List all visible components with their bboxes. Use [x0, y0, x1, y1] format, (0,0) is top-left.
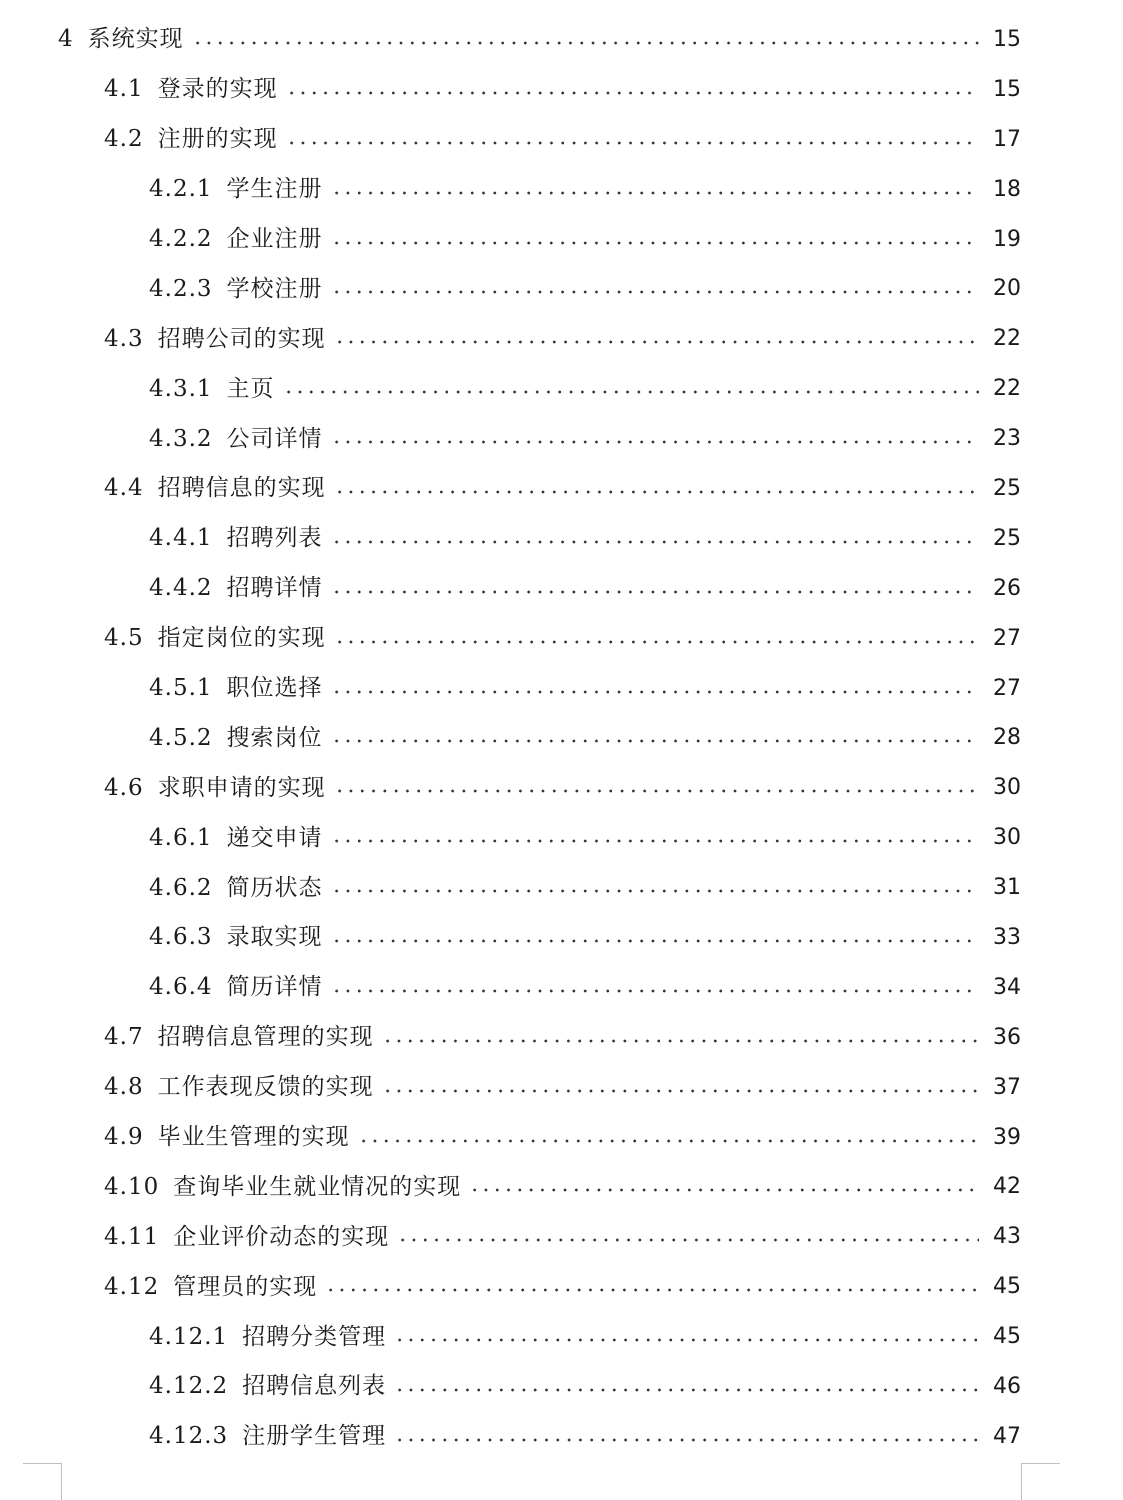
- toc-dot-leader: [331, 440, 979, 444]
- toc-entry[interactable]: [0, 215, 1123, 265]
- toc-entry-title: 招聘详情: [226, 575, 323, 602]
- toc-entry-number: 4.6.4: [149, 974, 213, 1001]
- toc-entry-number: 4.12.1: [149, 1323, 229, 1350]
- toc-entry[interactable]: [0, 165, 1123, 215]
- toc-entry-title: 录取实现: [226, 924, 323, 951]
- toc-entry-title: 查询毕业生就业情况的实现: [173, 1173, 462, 1200]
- toc-dot-leader: [325, 1288, 979, 1292]
- toc-entry-title: 注册学生管理: [242, 1423, 387, 1450]
- toc-entry[interactable]: [0, 65, 1123, 115]
- toc-entry-page: 45: [993, 1274, 1021, 1300]
- toc-entry-page: 23: [993, 426, 1021, 452]
- toc-entry-number: 4.12.3: [149, 1423, 229, 1450]
- toc-entry-page: 27: [993, 625, 1021, 651]
- toc-entry-title: 毕业生管理的实现: [157, 1124, 350, 1151]
- toc-entry-number: 4.6.2: [149, 874, 213, 901]
- toc-entry-number: 4.4: [104, 475, 144, 502]
- toc-entry-page: 46: [993, 1373, 1021, 1399]
- toc-dot-leader: [331, 290, 979, 294]
- toc-entry[interactable]: [0, 1013, 1123, 1063]
- toc-entry-number: 4.12: [104, 1273, 160, 1300]
- toc-dot-leader: [331, 989, 979, 993]
- toc-dot-leader: [331, 889, 979, 893]
- table-of-contents: [0, 15, 1123, 1462]
- toc-entry-page: 31: [993, 875, 1021, 901]
- toc-entry-page: 19: [993, 226, 1021, 252]
- toc-entry-title: 公司详情: [226, 425, 323, 452]
- toc-entry[interactable]: [0, 115, 1123, 165]
- toc-entry-title: 登录的实现: [157, 76, 278, 103]
- toc-entry-page: 33: [993, 924, 1021, 950]
- toc-entry-title: 学校注册: [226, 275, 323, 302]
- toc-entry-number: 4.11: [104, 1223, 160, 1250]
- toc-entry-page: 43: [993, 1224, 1021, 1250]
- toc-entry-number: 4.12.2: [149, 1373, 229, 1400]
- toc-entry-number: 4.2: [104, 126, 144, 153]
- page-corner-mark-right: [1021, 1463, 1060, 1500]
- toc-dot-leader: [469, 1188, 979, 1192]
- toc-entry-number: 4.6.3: [149, 924, 213, 951]
- toc-entry-number: 4.6: [104, 774, 144, 801]
- toc-entry-number: 4.2.1: [149, 176, 213, 203]
- toc-entry[interactable]: [0, 1362, 1123, 1412]
- toc-entry-title: 简历详情: [226, 974, 323, 1001]
- toc-dot-leader: [286, 141, 979, 145]
- toc-entry-title: 企业评价动态的实现: [173, 1223, 390, 1250]
- toc-entry[interactable]: [0, 614, 1123, 664]
- toc-entry-number: 4.4.1: [149, 525, 213, 552]
- toc-entry-page: 20: [993, 276, 1021, 302]
- page-corner-mark-left: [23, 1463, 62, 1500]
- toc-dot-leader: [382, 1039, 979, 1043]
- toc-dot-leader: [331, 540, 979, 544]
- toc-dot-leader: [331, 191, 979, 195]
- toc-entry-title: 招聘信息管理的实现: [157, 1024, 374, 1051]
- toc-entry-page: 37: [993, 1074, 1021, 1100]
- toc-entry-page: 34: [993, 974, 1021, 1000]
- toc-entry-page: 36: [993, 1024, 1021, 1050]
- toc-entry[interactable]: [0, 364, 1123, 414]
- toc-entry-title: 管理员的实现: [173, 1273, 318, 1300]
- toc-dot-leader: [334, 640, 979, 644]
- toc-dot-leader: [358, 1139, 979, 1143]
- toc-entry[interactable]: [0, 1262, 1123, 1312]
- toc-entry-number: 4.5.1: [149, 675, 213, 702]
- toc-entry-page: 47: [993, 1423, 1021, 1449]
- toc-entry-page: 17: [993, 126, 1021, 152]
- toc-entry-title: 搜索岗位: [226, 724, 323, 751]
- toc-dot-leader: [394, 1388, 979, 1392]
- toc-entry-number: 4.3.2: [149, 425, 213, 452]
- toc-entry[interactable]: [0, 314, 1123, 364]
- toc-entry[interactable]: [0, 963, 1123, 1013]
- toc-entry-page: 15: [993, 76, 1021, 102]
- toc-entry-page: 26: [993, 575, 1021, 601]
- toc-dot-leader: [192, 41, 979, 45]
- toc-entry-number: 4.2.2: [149, 226, 213, 252]
- toc-dot-leader: [382, 1089, 979, 1093]
- toc-entry-number: 4.1: [104, 76, 144, 103]
- toc-entry-title: 求职申请的实现: [157, 774, 326, 801]
- toc-dot-leader: [286, 91, 979, 95]
- toc-entry[interactable]: [0, 1113, 1123, 1163]
- toc-entry[interactable]: [0, 264, 1123, 314]
- toc-entry-title: 招聘公司的实现: [157, 325, 326, 352]
- toc-entry-page: 45: [993, 1324, 1021, 1350]
- toc-dot-leader: [334, 789, 979, 793]
- toc-dot-leader: [331, 590, 979, 594]
- toc-entry-title: 招聘列表: [226, 525, 323, 552]
- toc-entry-title: 招聘分类管理: [242, 1323, 387, 1350]
- toc-dot-leader: [334, 340, 979, 344]
- toc-entry-number: 4.2.3: [149, 275, 213, 302]
- toc-entry-number: 4.7: [104, 1024, 144, 1051]
- toc-entry[interactable]: [0, 1312, 1123, 1362]
- toc-entry[interactable]: [0, 1212, 1123, 1262]
- toc-dot-leader: [331, 739, 979, 743]
- toc-entry-page: 30: [993, 825, 1021, 851]
- toc-entry[interactable]: [0, 813, 1123, 863]
- toc-entry-title: 工作表现反馈的实现: [157, 1074, 374, 1101]
- toc-entry-number: 4.4.2: [149, 575, 213, 602]
- toc-entry-title: 主页: [226, 375, 275, 402]
- toc-entry-number: 4.5.2: [149, 724, 213, 751]
- toc-entry[interactable]: [0, 763, 1123, 813]
- toc-entry[interactable]: [0, 15, 1123, 65]
- toc-dot-leader: [331, 939, 979, 943]
- toc-entry[interactable]: [0, 414, 1123, 464]
- toc-entry-page: 25: [993, 475, 1021, 501]
- toc-entry-page: 30: [993, 775, 1021, 801]
- toc-entry-page: 25: [993, 525, 1021, 551]
- toc-entry-title: 企业注册: [226, 226, 323, 252]
- toc-entry-page: 22: [993, 326, 1021, 352]
- toc-entry-page: 42: [993, 1174, 1021, 1200]
- toc-dot-leader: [331, 690, 979, 694]
- toc-entry-number: 4.3: [104, 325, 144, 352]
- toc-dot-leader: [283, 390, 979, 394]
- toc-dot-leader: [394, 1438, 979, 1442]
- toc-entry-page: 28: [993, 725, 1021, 751]
- toc-entry-title: 指定岗位的实现: [157, 625, 326, 652]
- toc-entry[interactable]: [0, 664, 1123, 714]
- toc-dot-leader: [334, 490, 979, 494]
- toc-entry-title: 简历状态: [226, 874, 323, 901]
- toc-entry-page: 27: [993, 675, 1021, 701]
- toc-entry-number: 4.6.1: [149, 824, 213, 851]
- toc-entry-title: 学生注册: [226, 176, 323, 203]
- toc-entry-title: 招聘信息列表: [242, 1373, 387, 1400]
- toc-entry[interactable]: [0, 913, 1123, 963]
- toc-entry-number: 4.5: [104, 625, 144, 652]
- toc-entry-page: 39: [993, 1124, 1021, 1150]
- toc-entry[interactable]: [0, 1412, 1123, 1462]
- toc-dot-leader: [331, 839, 979, 843]
- toc-entry-title: 招聘信息的实现: [157, 475, 326, 502]
- toc-entry[interactable]: [0, 863, 1123, 913]
- toc-entry-page: 18: [993, 176, 1021, 202]
- toc-entry-title: 注册的实现: [157, 126, 278, 153]
- toc-entry-number: 4.3.1: [149, 375, 213, 402]
- toc-entry[interactable]: [0, 564, 1123, 614]
- toc-entry[interactable]: [0, 514, 1123, 564]
- toc-entry-title: 职位选择: [226, 675, 323, 702]
- toc-entry-number: 4.9: [104, 1124, 144, 1151]
- toc-dot-leader: [397, 1238, 979, 1242]
- toc-entry-number: 4: [58, 26, 74, 53]
- toc-dot-leader: [394, 1338, 979, 1342]
- toc-entry-page: 15: [993, 26, 1021, 52]
- toc-entry[interactable]: [0, 713, 1123, 763]
- toc-entry-title: 递交申请: [226, 824, 323, 851]
- toc-entry-number: 4.8: [104, 1074, 144, 1101]
- toc-entry[interactable]: [0, 1063, 1123, 1113]
- toc-entry[interactable]: [0, 1162, 1123, 1212]
- toc-entry-number: 4.10: [104, 1173, 160, 1200]
- toc-dot-leader: [331, 241, 979, 245]
- toc-entry-title: 系统实现: [87, 26, 184, 53]
- toc-entry-page: 22: [993, 376, 1021, 402]
- toc-entry[interactable]: [0, 464, 1123, 514]
